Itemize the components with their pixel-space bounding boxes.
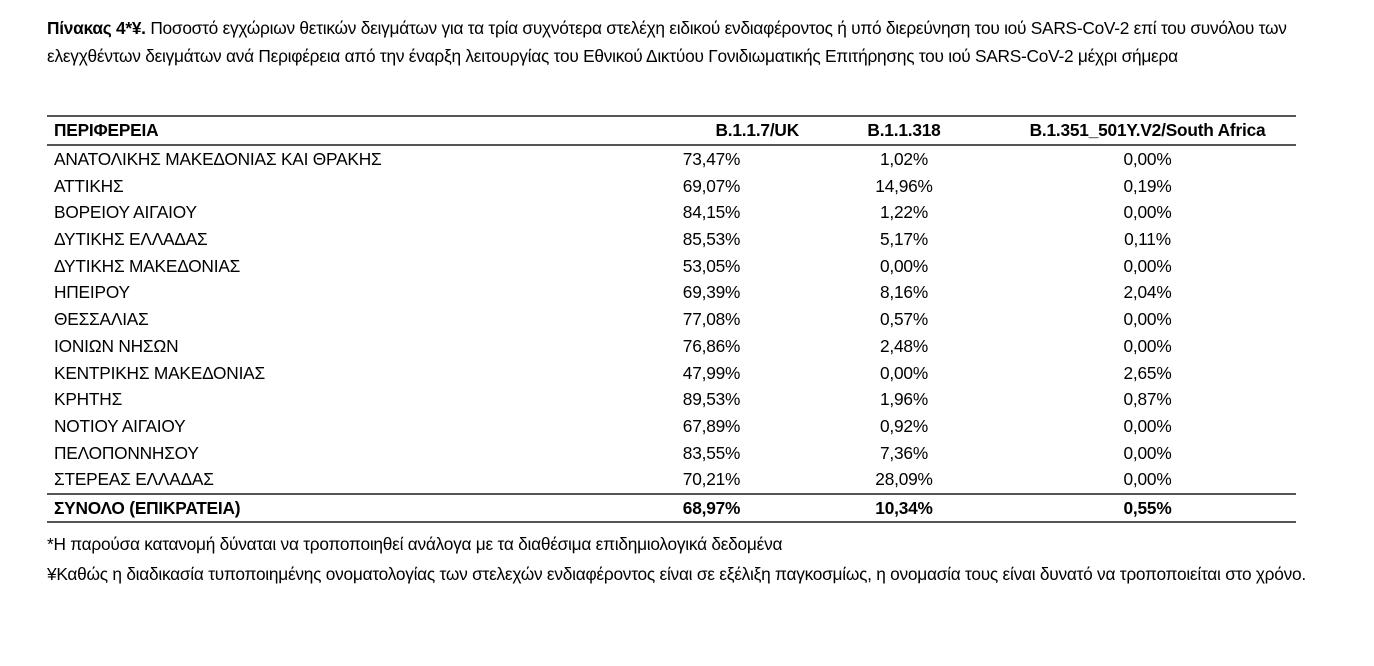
cell-region: ΠΕΛΟΠΟΝΝΗΣΟΥ bbox=[54, 442, 199, 463]
cell-b11318: 2,48% bbox=[879, 335, 928, 356]
footnote-asterisk: *Η παρούσα κατανομή δύναται να τροποποιηθεί ανάλογα με τα διαθέσιμα επιδημιολογικά δεδομένα bbox=[47, 534, 783, 554]
cell-b11318: 1,02% bbox=[879, 149, 928, 170]
cell-region: ΣΤΕΡΕΑΣ ΕΛΛΑΔΑΣ bbox=[54, 469, 214, 490]
table-row bbox=[47, 199, 1296, 226]
cell-b1351: 0,87% bbox=[1123, 389, 1172, 410]
table-caption bbox=[47, 14, 1307, 70]
cell-b117: 76,86% bbox=[682, 335, 741, 356]
cell-region: ΒΟΡΕΙΟΥ ΑΙΓΑΙΟΥ bbox=[54, 202, 197, 223]
cell-b117: 70,21% bbox=[682, 469, 741, 490]
cell-b11318: 0,57% bbox=[879, 309, 928, 330]
cell-region: ΔΥΤΙΚΗΣ ΕΛΛΑΔΑΣ bbox=[54, 229, 208, 250]
cell-b1351: 0,00% bbox=[1123, 335, 1172, 356]
cell-b11318: 5,17% bbox=[879, 229, 928, 250]
table-row bbox=[47, 306, 1296, 333]
cell-b11318: 7,36% bbox=[879, 442, 928, 463]
table-row bbox=[47, 466, 1296, 494]
cell-b11318: 8,16% bbox=[879, 282, 928, 303]
total-cell-b117: 68,97% bbox=[682, 497, 741, 518]
cell-b1351: 0,00% bbox=[1123, 149, 1172, 170]
table-row bbox=[47, 333, 1296, 360]
table-row bbox=[47, 145, 1296, 173]
cell-b11318: 14,96% bbox=[875, 175, 933, 196]
cell-region: ΙΟΝΙΩΝ ΝΗΣΩΝ bbox=[54, 335, 179, 356]
cell-region: ΚΕΝΤΡΙΚΗΣ ΜΑΚΕΔΟΝΙΑΣ bbox=[54, 362, 265, 383]
total-cell-b1351: 0,55% bbox=[1123, 497, 1172, 518]
cell-b1351: 0,00% bbox=[1123, 415, 1172, 436]
cell-b11318: 0,00% bbox=[879, 362, 928, 383]
table-row bbox=[47, 226, 1296, 253]
cell-b1351: 0,11% bbox=[1124, 229, 1171, 250]
header-b11318: B.1.1.318 bbox=[867, 120, 941, 141]
cell-b117: 69,07% bbox=[682, 175, 741, 196]
table-header-row bbox=[47, 116, 1296, 145]
table-row bbox=[47, 279, 1296, 306]
header-region: ΠΕΡΙΦΕΡΕΙΑ bbox=[54, 120, 159, 141]
cell-b1351: 0,00% bbox=[1123, 202, 1172, 223]
table-row bbox=[47, 439, 1296, 466]
header-b1351: B.1.351_501Y.V2/South Africa bbox=[1029, 120, 1266, 141]
header-b117: B.1.1.7/UK bbox=[715, 120, 799, 141]
total-cell-b11318: 10,34% bbox=[875, 497, 933, 518]
table-row bbox=[47, 359, 1296, 386]
cell-region: ΔΥΤΙΚΗΣ ΜΑΚΕΔΟΝΙΑΣ bbox=[54, 255, 241, 276]
cell-b11318: 1,96% bbox=[879, 389, 928, 410]
cell-b117: 84,15% bbox=[682, 202, 741, 223]
cell-b117: 85,53% bbox=[682, 229, 741, 250]
total-cell-region: ΣΥΝΟΛΟ (ΕΠΙΚΡΑΤΕΙΑ) bbox=[54, 497, 241, 518]
cell-b117: 89,53% bbox=[682, 389, 741, 410]
cell-b117: 73,47% bbox=[682, 149, 741, 170]
cell-b1351: 0,00% bbox=[1123, 442, 1172, 463]
table-row bbox=[47, 413, 1296, 440]
cell-region: ΘΕΣΣΑΛΙΑΣ bbox=[54, 309, 149, 330]
cell-region: ΑΤΤΙΚΗΣ bbox=[54, 175, 124, 196]
cell-b117: 83,55% bbox=[682, 442, 741, 463]
table-row bbox=[47, 386, 1296, 413]
cell-region: ΚΡΗΤΗΣ bbox=[54, 389, 123, 410]
table-total-row bbox=[47, 494, 1296, 523]
cell-b117: 53,05% bbox=[682, 255, 741, 276]
cell-b11318: 1,22% bbox=[879, 202, 928, 223]
cell-b1351: 0,00% bbox=[1123, 469, 1172, 490]
cell-b1351: 2,65% bbox=[1123, 362, 1172, 383]
cell-b117: 69,39% bbox=[682, 282, 741, 303]
footnotes bbox=[47, 529, 1307, 589]
cell-b1351: 0,00% bbox=[1123, 255, 1172, 276]
table-row bbox=[47, 252, 1296, 279]
cell-b1351: 0,00% bbox=[1123, 309, 1172, 330]
caption-label: Πίνακας 4*¥. bbox=[47, 18, 146, 38]
table-body bbox=[47, 145, 1296, 523]
table-row bbox=[47, 172, 1296, 199]
cell-b117: 77,08% bbox=[682, 309, 741, 330]
cell-b11318: 0,00% bbox=[879, 255, 928, 276]
cell-region: ΑΝΑΤΟΛΙΚΗΣ ΜΑΚΕΔΟΝΙΑΣ ΚΑΙ ΘΡΑΚΗΣ bbox=[54, 149, 382, 170]
variants-table bbox=[47, 115, 1296, 523]
cell-b11318: 0,92% bbox=[879, 415, 928, 436]
cell-region: ΗΠΕΙΡΟΥ bbox=[54, 282, 130, 303]
cell-region: ΝΟΤΙΟΥ ΑΙΓΑΙΟΥ bbox=[54, 415, 186, 436]
footnote-yen: ¥Καθώς η διαδικασία τυποποιημένης ονοματολογίας των στελεχών ενδιαφέροντος είναι σε εξέλιξη παγκοσμίως, η ονομασία τους είναι δυνατό να τροποποιείται στο χρόνο. bbox=[47, 564, 1306, 584]
cell-b11318: 28,09% bbox=[875, 469, 933, 490]
cell-b1351: 2,04% bbox=[1123, 282, 1172, 303]
cell-b117: 47,99% bbox=[682, 362, 741, 383]
cell-b1351: 0,19% bbox=[1123, 175, 1172, 196]
cell-b117: 67,89% bbox=[682, 415, 741, 436]
caption-text: Ποσοστό εγχώριων θετικών δειγμάτων για τα τρία συχνότερα στελέχη ειδικού ενδιαφέροντος ή υπό διερεύνηση του ιού SARS-CoV-2 επί του συνόλου των ελεγχθέντων δειγμάτων ανά Περιφέρεια από την έναρξη λειτουργίας του Εθνικού Δικτύου Γονιδιωματικής Επιτήρησης του ιού SARS-CoV-2 μέχρι σήμερα bbox=[47, 18, 1287, 66]
